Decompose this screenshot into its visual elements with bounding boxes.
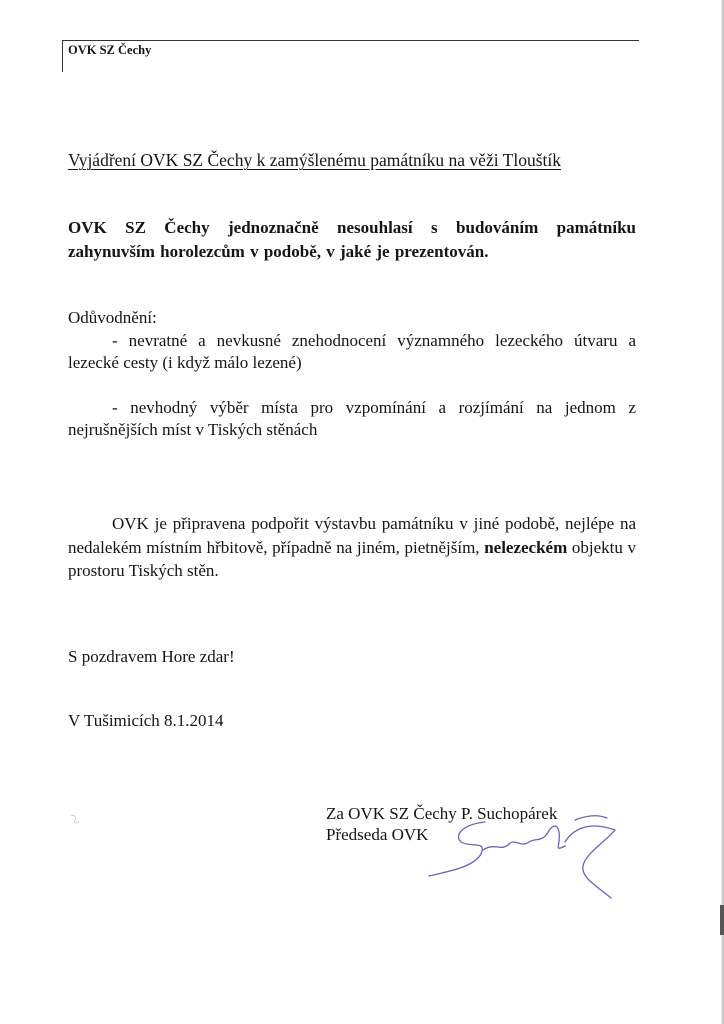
header-org: OVK SZ Čechy bbox=[68, 43, 152, 57]
signatory-line-2: Předseda OVK bbox=[326, 825, 429, 844]
document-title: Vyjádření OVK SZ Čechy k zamýšlenému památníku na věži Tlouštík bbox=[68, 150, 561, 170]
handwritten-signature bbox=[425, 812, 625, 902]
support-emphasis: nelezeckém bbox=[484, 537, 568, 557]
statement: OVK SZ Čechy jednoznačně nesouhlasí s budováním památníku zahynuvším horolezcům v podobě, v jaké je prezentován. bbox=[68, 218, 636, 261]
header-rule bbox=[62, 40, 639, 41]
reason-item-1: - nevratné a nevkusné znehodnocení významného lezeckého útvaru a lezecké cesty (i když málo lezené) bbox=[68, 331, 636, 372]
greeting: S pozdravem Hore zdar! bbox=[68, 647, 235, 666]
page-edge-mark bbox=[720, 905, 724, 935]
reason-item-2: - nevhodný výběr místa pro vzpomínání a rozjímání na jednom z nejrušnějších míst v Tiských stěnách bbox=[68, 398, 636, 439]
support-text-before: OVK je připravena podpořit výstavbu památníku v jiné podobě, nejlépe na nedalekém místním hřbitově, případně na jiném, pietnějším, bbox=[68, 514, 636, 557]
header-tick bbox=[62, 40, 63, 72]
place-date: V Tušimicích 8.1.2014 bbox=[68, 711, 224, 730]
support-text-after: objektu v prostoru Tiských stěn. bbox=[68, 537, 637, 580]
smudge-mark bbox=[68, 812, 82, 826]
signatory-line-1: Za OVK SZ Čechy P. Suchopárek bbox=[326, 804, 558, 823]
support-paragraph bbox=[68, 512, 636, 583]
reasons-heading: Odůvodnění: bbox=[68, 308, 157, 327]
